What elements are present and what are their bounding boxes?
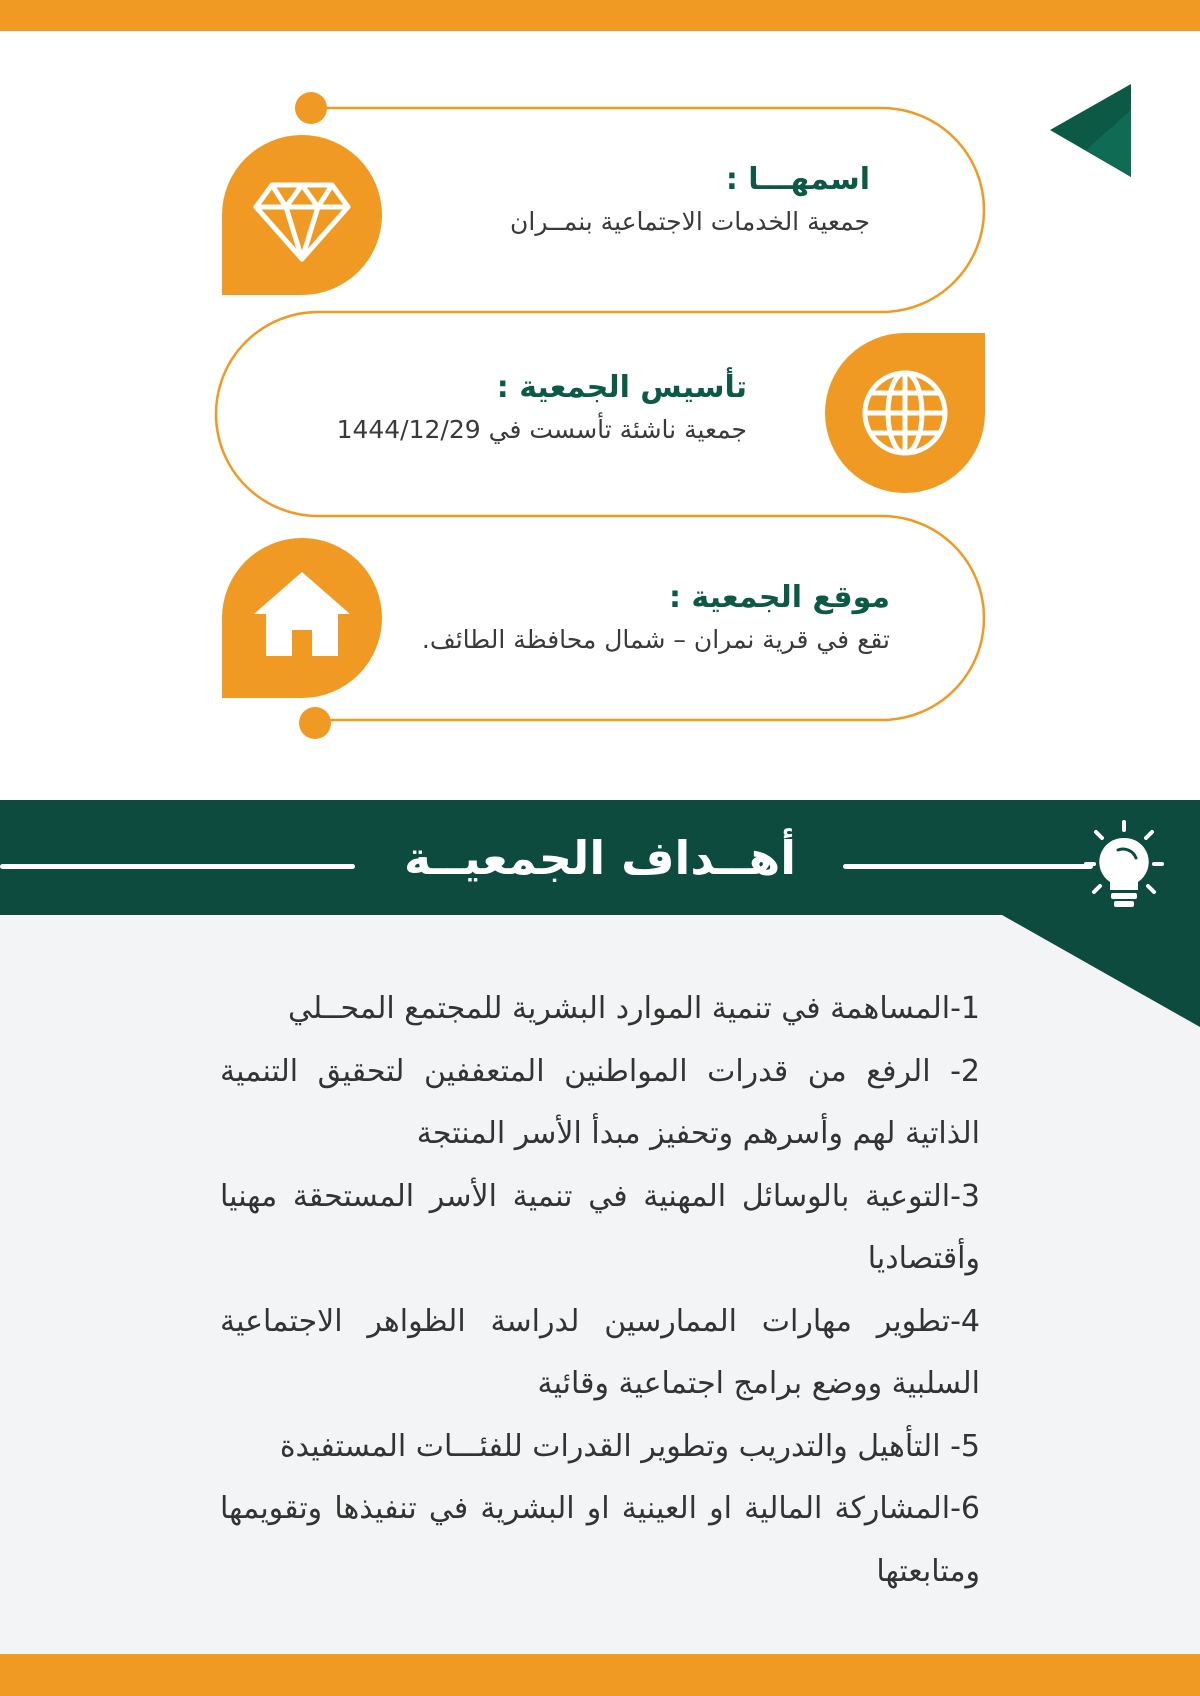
goals-list <box>220 978 980 1603</box>
goals-header-line-left <box>0 864 355 869</box>
info-founding-title: تأسيس الجمعية : <box>496 370 747 405</box>
goal-item: 2- الرفع من قدرات المواطنين المتعففين لتحقيق التنمية الذاتية لهم وأسرهم وتحفيز مبدأ الأسر المنتجة <box>220 1053 980 1151</box>
info-item-name <box>310 162 870 239</box>
info-item-founding <box>267 370 747 447</box>
info-name-value: جمعية الخدمات الاجتماعية بنمــران <box>510 207 870 236</box>
goal-item: 6-المشاركة المالية او العينية او البشرية في تنفيذها وتقويمها ومتابعتها <box>220 1491 980 1589</box>
bottom-accent-bar <box>0 1654 1200 1696</box>
info-item-location <box>330 580 890 657</box>
globe-icon <box>825 333 985 493</box>
info-location-title: موقع الجمعية : <box>668 580 890 615</box>
goal-item: 3-التوعية بالوسائل المهنية في تنمية الأسر المستحقة مهنيا وأقتصاديا <box>220 1178 980 1276</box>
goal-item: 5- التأهيل والتدريب وتطوير القدرات للفئـــات المستفيدة <box>279 1428 980 1464</box>
info-location-value: تقع في قرية نمران – شمال محافظة الطائف. <box>421 625 890 654</box>
lightbulb-icon <box>1082 820 1166 916</box>
goal-item: 4-تطوير مهارات الممارسين لدراسة الظواهر الاجتماعية السلبية ووضع برامج اجتماعية وقائية <box>220 1303 980 1401</box>
goals-title: أهــداف الجمعيــة <box>403 831 796 885</box>
goals-header-line-right <box>843 864 1093 869</box>
goal-item: 1-المساهمة في تنمية الموارد البشرية للمجتمع المحــلي <box>288 991 980 1026</box>
info-name-title: اسمهـــا : <box>725 162 870 197</box>
info-founding-value: جمعية ناشئة تأسست في 1444/12/29 <box>336 415 747 444</box>
